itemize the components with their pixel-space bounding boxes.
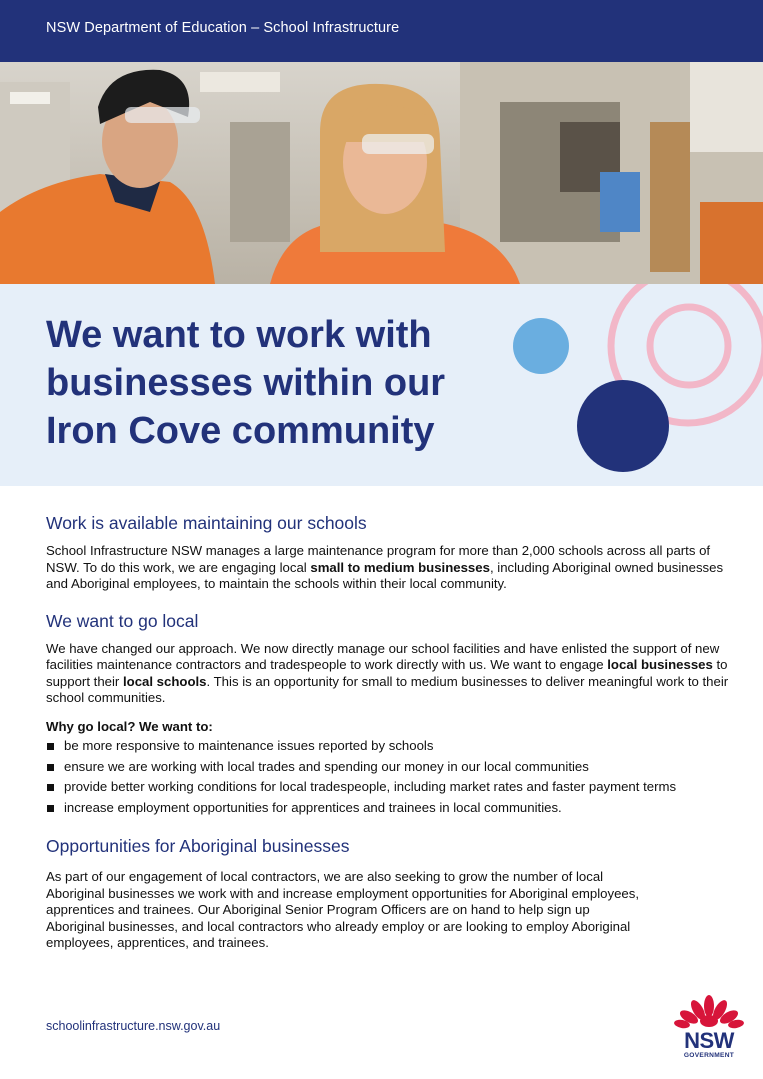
waratah-icon [674, 994, 744, 1030]
title-line: We want to work with [46, 314, 432, 356]
title-line: Iron Cove community [46, 410, 435, 452]
light-blue-dot [513, 318, 569, 374]
why-local-list [46, 738, 730, 816]
section-heading-work: Work is available maintaining our schools [46, 513, 367, 533]
nsw-government-logo [674, 994, 744, 1066]
section-paragraph-local: We have changed our approach. We now directly manage our school facilities and have enlisted the support of new facilities maintenance contractors and tradespeople to work directly with us. We want to engage local businesses to support their local schools. This is an opportunity for small to medium businesses to deliver meaningful work to their school communities. [46, 640, 729, 705]
website-link[interactable]: schoolinfrastructure.nsw.gov.au [46, 1019, 221, 1033]
section-heading-aboriginal: Opportunities for Aboriginal businesses [46, 836, 350, 856]
hero-band [0, 284, 763, 486]
logo-government: GOVERNMENT [683, 1052, 735, 1059]
list-item: be more responsive to maintenance issues reported by schools [46, 738, 730, 755]
list-item: ensure we are working with local trades and spending our money in our local communities [46, 759, 730, 776]
list-item: provide better working conditions for local tradespeople, including market rates and faster payment terms [46, 779, 730, 796]
department-name: NSW Department of Education – School Infrastructure [46, 20, 400, 36]
title-line: businesses within our [46, 362, 446, 404]
section-paragraph-work: School Infrastructure NSW manages a large maintenance program for more than 2,000 schools across all parts of NSW. To do this work, we are engaging local small to medium businesses, including Aboriginal owned businesses and Aboriginal employees, to maintain the schools within their local community. [46, 543, 724, 591]
logo-wordmark: NSW [684, 1028, 734, 1053]
navy-dot [577, 380, 669, 472]
header-bar [0, 0, 763, 62]
main-content [46, 513, 730, 952]
hero-photo [0, 62, 763, 284]
list-item: increase employment opportunities for apprentices and trainees in local communities. [46, 800, 730, 817]
section-paragraph-aboriginal: As part of our engagement of local contractors, we are also seeking to grow the number of local Aboriginal businesses we work with and increase employment opportunities for Aboriginal employees, apprentices and trainees. Our Aboriginal Senior Program Officers are on hand to help sign up Aboriginal businesses, and local contractors who already employ or are looking to employ Aboriginal employees, apprentices, and trainees. [46, 869, 640, 950]
pink-ring-inner [650, 307, 728, 385]
section-heading-local: We want to go local [46, 610, 199, 631]
why-local-subheading: Why go local? We want to: [46, 718, 213, 734]
